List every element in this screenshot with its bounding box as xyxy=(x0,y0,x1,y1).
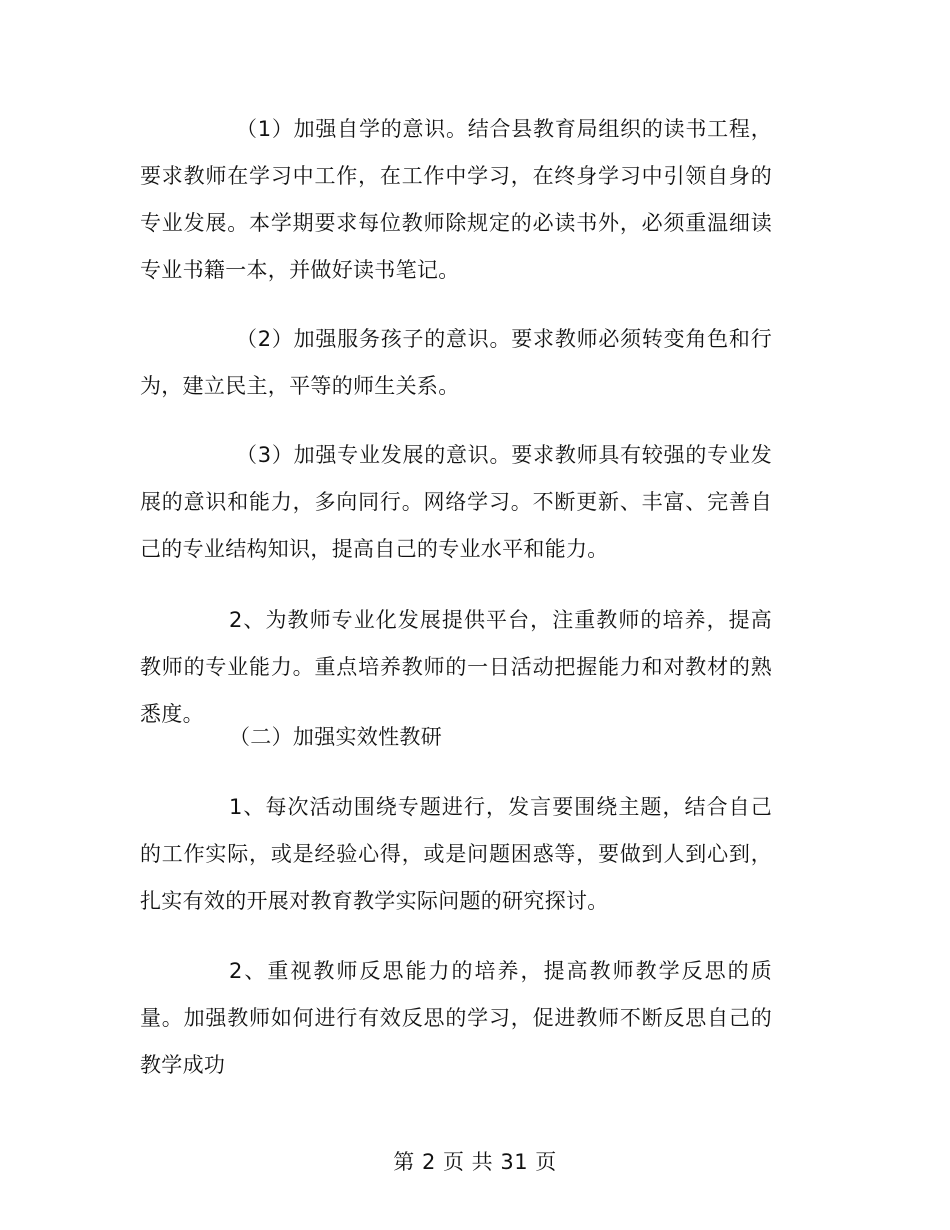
paragraph-professional-development: （3）加强专业发展的意识。要求教师具有较强的专业发展的意识和能力，多向同行。网络学习。不断更新、丰富、完善自己的专业结构知识，提高自己的专业水平和能力。 xyxy=(140,443,772,561)
page-number-footer: 第 2 页 共 31 页 xyxy=(393,1150,557,1174)
section-heading-effective-research: （二）加强实效性教研 xyxy=(229,725,442,749)
paragraph-platform: 2、为教师专业化发展提供平台，注重教师的培养，提高教师的专业能力。重点培养教师的一日活动把握能力和对教材的熟悉度。 xyxy=(140,608,772,726)
paragraph-topic-activities: 1、每次活动围绕专题进行，发言要围绕主题，结合自己的工作实际，或是经验心得，或是问题困惑等，要做到人到心到，扎实有效的开展对教育教学实际问题的研究探讨。 xyxy=(140,795,772,913)
paragraph-self-study: （1）加强自学的意识。结合县教育局组织的读书工程，要求教师在学习中工作，在工作中学习，在终身学习中引领自身的专业发展。本学期要求每位教师除规定的必读书外，必须重温细读专业书籍一本，并做好读书笔记。 xyxy=(140,117,772,282)
paragraph-reflection: 2、重视教师反思能力的培养，提高教师教学反思的质量。加强教师如何进行有效反思的学习，促进教师不断反思自己的教学成功 xyxy=(140,959,772,1077)
paragraph-service-awareness: （2）加强服务孩子的意识。要求教师必须转变角色和行为，建立民主，平等的师生关系。 xyxy=(140,327,772,398)
